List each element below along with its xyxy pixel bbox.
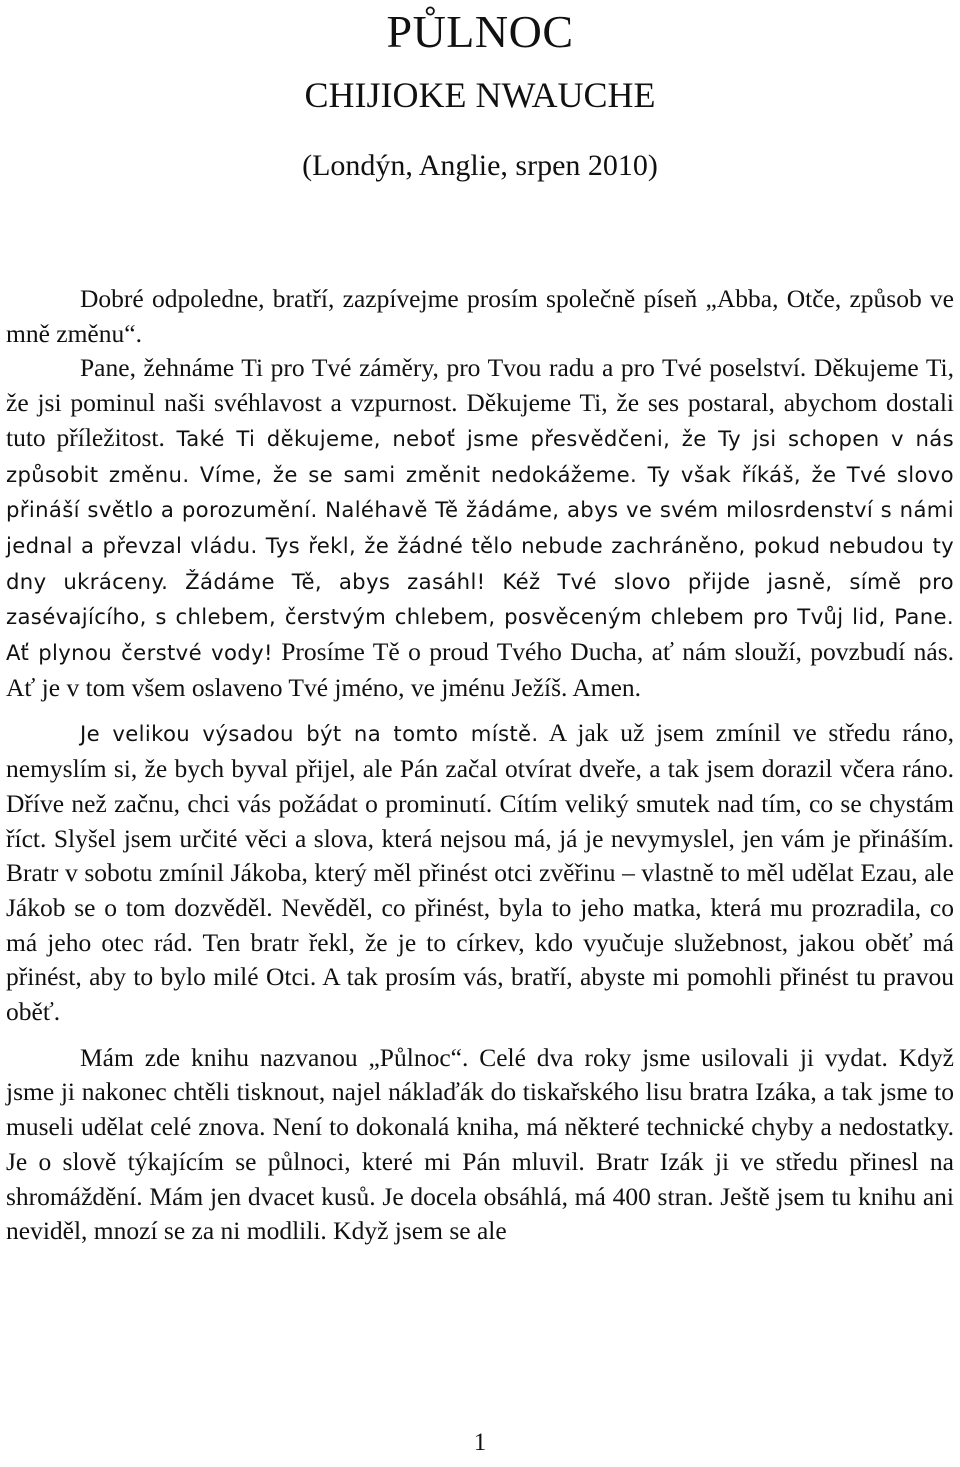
page-number: 1 <box>473 1429 487 1456</box>
author-name: CHIJIOKE NWAUCHE <box>304 75 656 115</box>
prayer-text-closing: Prosíme Tě o proud Tvého Ducha, ať nám slouží, povzbudí nás. Ať je v tom všem oslaveno Tvé jméno, ve jménu Ježíš. Amen. <box>6 637 954 702</box>
document-body <box>6 282 954 1249</box>
paragraph-introduction <box>6 716 954 1029</box>
prayer-text-serif: Pane, žehnáme Ti pro Tvé záměry, pro Tvou radu a pro Tvé poselství. Děkujeme Ti, že jsi pominul naši svéhlavost a vzpurnost. Děkujeme Ti, že ses postaral, abychom dostali tuto příležitost. <box>6 353 954 452</box>
intro-text-serif: A jak už jsem zmínil ve středu ráno, nemyslím si, že bych byval přijel, ale Pán začal otvírat dveře, a tak jsem dorazil včera ráno. Dříve než začnu, chci vás požádat o prominutí. Cítím veliký smutek nad tím, co se chystám říct. Slyšel jsem určité věci a slova, která nejsou má, já je nevymyslel, jen vám je přináším. Bratr v sobotu zmínil Jákoba, který měl přinést otci zvěřinu – vlastně to měl udělat Ezau, ale Jákob se o tom dozvěděl. Nevěděl, co přinést, byla to jeho matka, která mu prozradila, co má jeho otec rád. Ten bratr řekl, že je to církev, kdo vyučuje služebnost, jakou oběť má přinést, aby to bylo milé Otci. A tak prosím vás, bratří, abyste mi pomohli přinést tu pravou oběť. <box>6 718 955 1027</box>
paragraph-greeting: Dobré odpoledne, bratří, zazpívejme prosím společně píseň „Abba, Otče, způsob ve mně změnu“. <box>6 284 954 348</box>
paragraph-prayer <box>6 351 954 705</box>
place-date: (Londýn, Anglie, srpen 2010) <box>302 149 658 182</box>
prayer-text-sans: Také Ti děkujeme, neboť jsme přesvědčeni, že Ty jsi schopen v nás způsobit změnu. Víme, že se sami změnit nedokážeme. Ty však říkáš, že Tvé slovo přináší světlo a porozumění. Naléhavě Tě žádáme, abys ve svém milosrdenství s námi jednal a převzal vládu. Tys řekl, že žádné tělo nebude zachráněno, pokud nebudou ty dny ukráceny. Žádáme Tě, abys zasáhl! Kéž Tvé slovo přijde jasně, símě pro zasévajícího, s chlebem, čerstvým chlebem, posvěceným chlebem pro Tvůj lid, Pane. Ať plynou čerstvé vody! <box>6 425 954 666</box>
document-title: PŮLNOC <box>386 6 574 57</box>
intro-text-sans: Je velikou výsadou být na tomto místě. <box>80 721 539 747</box>
paragraph-book: Mám zde knihu nazvanou „Půlnoc“. Celé dva roky jsme usilovali ji vydat. Když jsme ji nakonec chtěli tisknout, najel náklaďák do tiskařského lisu bratra Izáka, a tak jsme to museli udělat celé znova. Není to dokonalá kniha, má některé technické chyby a nedostatky. Je o slově týkajícím se půlnoci, které mi Pán mluvil. Bratr Izák ji ve středu přinesl na shromáždění. Mám jen dvacet kusů. Je docela obsáhlá, má 400 stran. Ještě jsem tu knihu ani neviděl, mnozí se za ni modlili. Když jsem se ale <box>6 1042 954 1246</box>
